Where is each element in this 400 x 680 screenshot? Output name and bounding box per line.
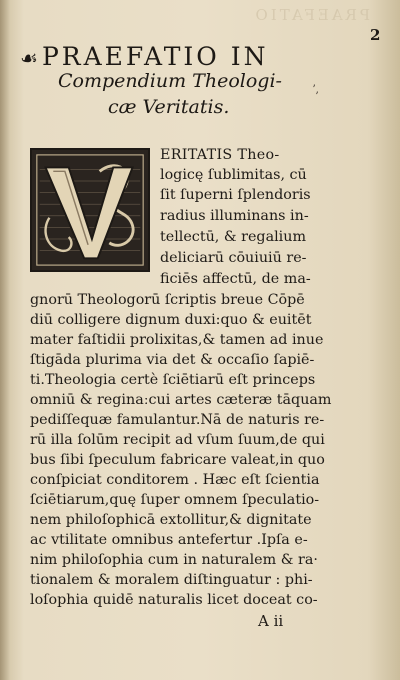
heading-line-3: cæ Veritatis. (108, 96, 230, 118)
decorated-initial-v (30, 148, 150, 272)
text-line-19: nem philoſophicā extollitur,& dignitate (30, 512, 312, 528)
text-line-14: pediſſequæ famulantur.Nā de naturis re- (30, 412, 325, 428)
heading-line-2: Compendium Theologi- (58, 70, 282, 92)
text-line-3: ſit ſuperni ſplendoris (160, 187, 311, 203)
text-line-8: gnorū Theologorū ſcriptis breue Cōpē (30, 292, 305, 308)
text-line-1 (160, 146, 280, 165)
heading-title: PRAEFATIO IN (41, 42, 269, 71)
stray-mark: ʼ, (312, 83, 319, 96)
signature-mark: A ii (258, 612, 284, 630)
text-line-18: ſciētiarum,quę ſuper omnem ſpeculatio- (30, 492, 320, 508)
text-line-2: logicę ſublimitas, cū (160, 167, 307, 183)
text-line-20: ac vtilitate omnibus antefertur .Ipſa e- (30, 532, 308, 548)
text-line-12: ti.Theologia certè ſciētiarū eſt princeps (30, 372, 316, 388)
text-line-5: tellectū, & regalium (160, 229, 307, 245)
text-line-15: rū illa ſolūm recipit ad vſum ſuum,de qui (30, 432, 325, 448)
text-line-22: tionalem & moralem diſtinguatur : phi- (30, 572, 313, 588)
spine-shadow (0, 0, 10, 680)
text-line-9: diū colligere dignum duxi:quo & euitēt (30, 312, 312, 328)
fleuron-icon: ☙ (20, 46, 38, 70)
text-line-23: loſophia quidē naturalis licet doceat co- (30, 592, 318, 608)
text-line-21: nim philoſophia cum in naturalem & ra· (30, 552, 318, 568)
text-line-4: radius illuminans in- (160, 208, 309, 224)
text-line-6: deliciarū cōuiuiū re- (160, 250, 307, 266)
text-line-7: ficiēs affectū, de ma- (160, 271, 311, 287)
bleed-through-text: PRAEFATIO (252, 6, 370, 24)
page-number: 2 (370, 26, 381, 44)
text-line-16: bus ſibi ſpeculum fabricare valeat,in quo (30, 452, 325, 468)
text-line-17: conſpiciat conditorem . Hæc eſt ſcientia (30, 472, 320, 488)
woodcut-initial-icon (32, 150, 148, 270)
text-line-13: omniū & reginaːcui artes cæteræ tāquam (30, 392, 332, 408)
opening-word: ERITATIS Theo- (160, 147, 280, 163)
heading-line-1 (20, 42, 350, 71)
text-line-10: mater faſtidii prolixitas,& tamen ad inue (30, 332, 324, 348)
text-line-11: ſtigāda plurima via det & occaſio ſapiē- (30, 352, 315, 368)
